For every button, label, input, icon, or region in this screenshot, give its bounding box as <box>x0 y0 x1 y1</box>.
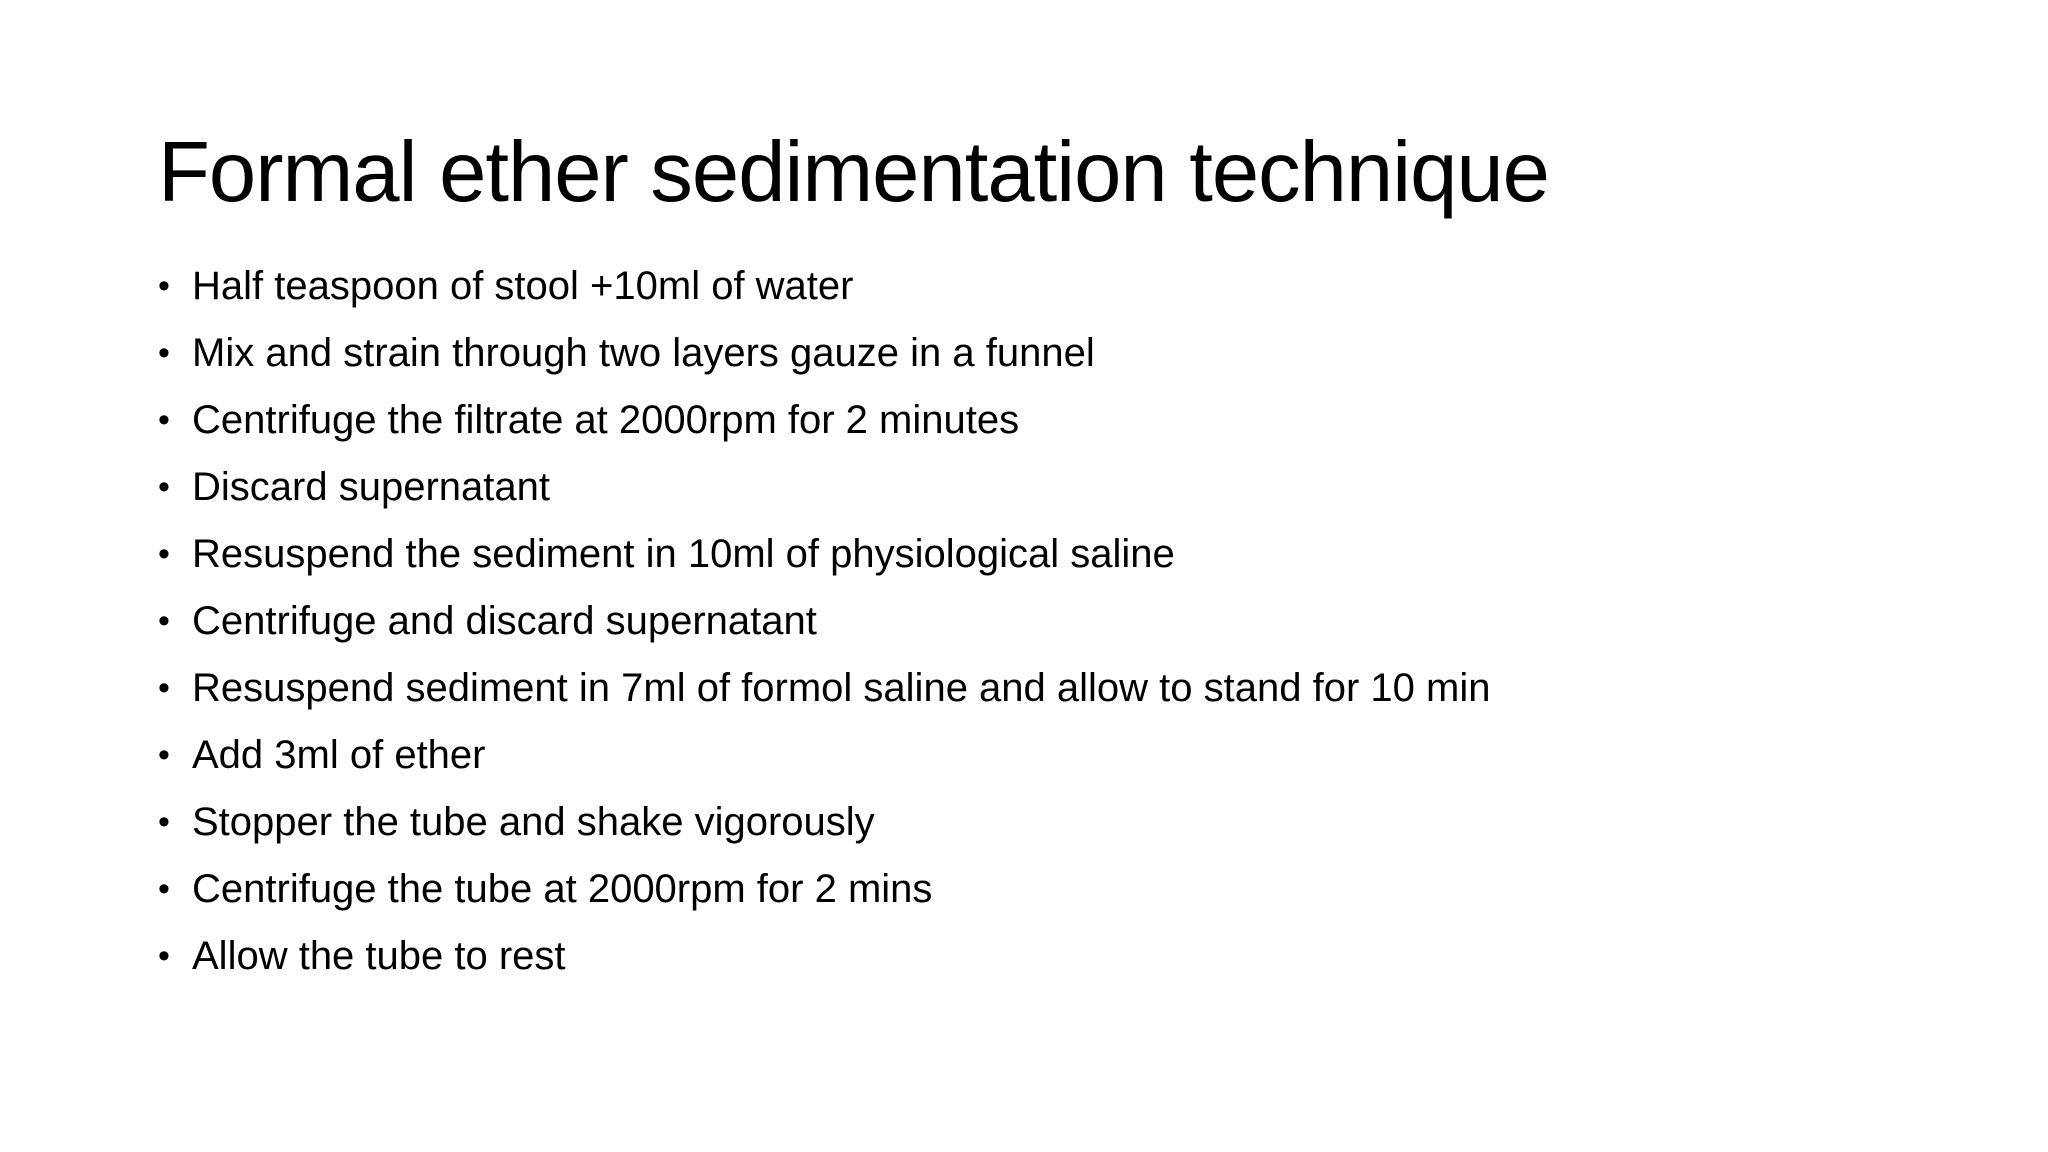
bullet-text: Add 3ml of ether <box>192 733 486 777</box>
bullet-icon: • <box>158 736 170 774</box>
bullet-icon: • <box>158 401 170 439</box>
bullet-text: Stopper the tube and shake vigorously <box>192 800 875 844</box>
bullet-icon: • <box>158 267 170 305</box>
bullet-icon: • <box>158 602 170 640</box>
bullet-icon: • <box>158 669 170 707</box>
bullet-text: Discard supernatant <box>192 465 550 509</box>
bullet-text: Centrifuge and discard supernatant <box>192 599 817 643</box>
bullet-text: Centrifuge the tube at 2000rpm for 2 mins <box>192 867 933 911</box>
bullet-text: Mix and strain through two layers gauze in a funnel <box>192 331 1095 375</box>
bullet-text: Half teaspoon of stool +10ml of water <box>192 264 854 308</box>
bullet-text: Centrifuge the filtrate at 2000rpm for 2 minutes <box>192 398 1020 442</box>
bullet-text: Allow the tube to rest <box>192 934 566 978</box>
bullet-icon: • <box>158 468 170 506</box>
bullet-icon: • <box>158 535 170 573</box>
bullet-icon: • <box>158 334 170 372</box>
bullet-icon: • <box>158 803 170 841</box>
bullet-icon: • <box>158 870 170 908</box>
slide-title: Formal ether sedimentation technique <box>158 125 1549 220</box>
bullet-text: Resuspend the sediment in 10ml of physiological saline <box>192 532 1175 576</box>
bullet-icon: • <box>158 937 170 975</box>
bullet-text: Resuspend sediment in 7ml of formol saline and allow to stand for 10 min <box>192 666 1491 710</box>
